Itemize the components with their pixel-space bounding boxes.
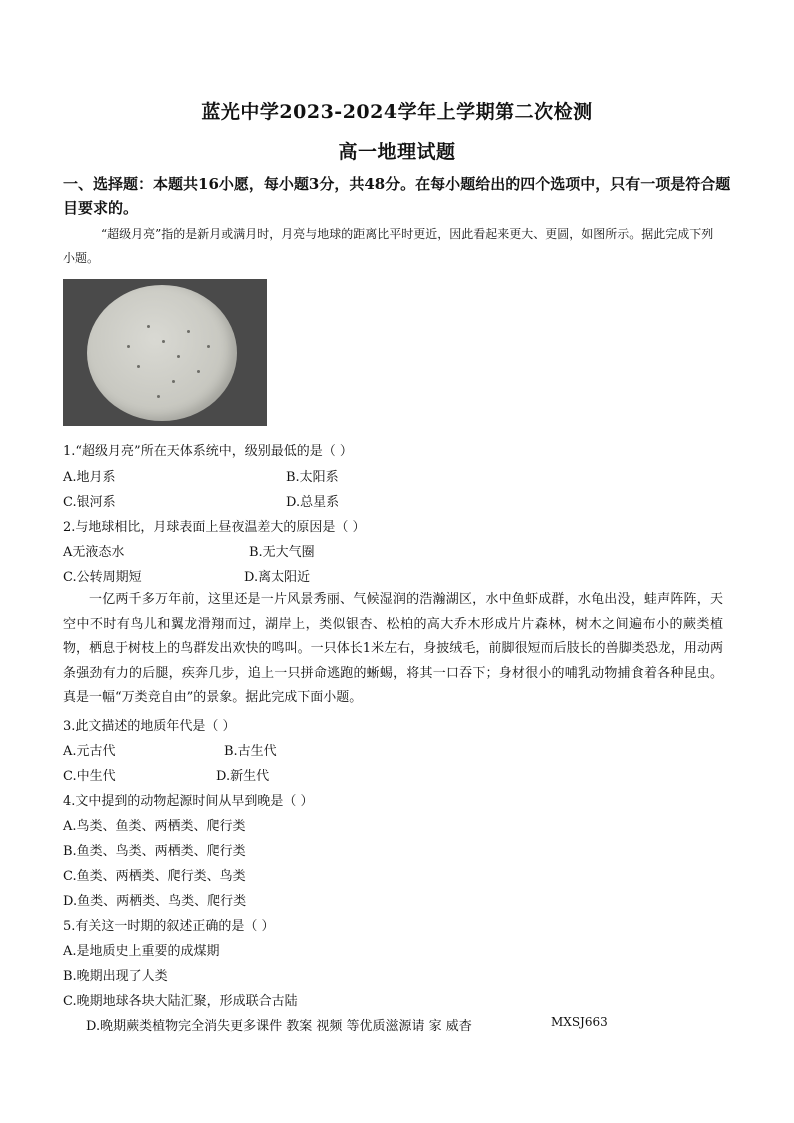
question-4-option-a[interactable]: A.鸟类、鱼类、两栖类、爬行类 — [63, 819, 246, 834]
question-4-stem: 4.文中提到的动物起源时间从早到晚是（ ） — [63, 794, 314, 809]
question-2-option-a[interactable]: A无液态水 — [63, 545, 125, 560]
question-4-option-d[interactable]: D.鱼类、两栖类、鸟类、爬行类 — [63, 894, 247, 909]
question-1-option-d[interactable]: D.总星系 — [286, 495, 340, 510]
document-code: MXSJ663 — [551, 1015, 608, 1029]
question-2-option-c[interactable]: C.公转周期短 — [63, 570, 142, 585]
section-heading: 一、选择题：本题共16小愿，每小题3分，共48分。在每小题给出的四个选项中，只有一项是符合题目要求的。 — [63, 175, 731, 217]
question-3-option-a[interactable]: A.元古代 — [63, 744, 116, 759]
question-3-option-b[interactable]: B.古生代 — [224, 744, 277, 759]
school-title: 蓝光中学2023-2024学年上学期第二次检测 — [201, 101, 593, 123]
moon-photo — [63, 279, 267, 426]
question-2-option-b[interactable]: B.无大气圈 — [249, 545, 315, 560]
question-2-option-d[interactable]: D.离太阳近 — [244, 570, 311, 585]
question-3-stem: 3.此文描述的地质年代是（ ） — [63, 719, 236, 734]
moon-icon — [87, 285, 237, 421]
question-5-option-c[interactable]: C.晚期地球各块大陆汇聚，形成联合古陆 — [63, 994, 298, 1009]
passage-dinosaur: 一亿两千多万年前，这里还是一片风景秀丽、气候湿润的浩瀚湖区，水中鱼虾成群，水龟出没，蛙声阵阵，天空中不时有鸟儿和翼龙滑翔而过，湖岸上，类似银杏、松柏的高大乔木形成片片森林，树木之间遍布小的蕨类植物，栖息于树枝上的鸟群发出欢快的鸣叫。一只体长1米左右，身披绒毛，前脚很短而后肢长的兽脚类恐龙，用动两条强劲有力的后腿，疾奔几步，追上一只拼命逃跑的蜥蜴，将其一口吞下；身材很小的哺乳动物捕食着各种昆虫。真是一幅“万类竞自由”的景象。据此完成下面小题。 — [63, 592, 723, 705]
question-1-option-b[interactable]: B.太阳系 — [286, 470, 339, 485]
question-5-option-d[interactable]: D.晚期蕨类植物完全消失更多课件 教案 视频 等优质滋源请 家 威杳 — [86, 1019, 472, 1034]
question-3-option-d[interactable]: D.新生代 — [216, 769, 270, 784]
question-5-option-b[interactable]: B.晚期出现了人类 — [63, 969, 168, 984]
question-2-stem: 2.与地球相比，月球表面上昼夜温差大的原因是（ ） — [63, 520, 366, 535]
question-3-option-c[interactable]: C.中生代 — [63, 769, 116, 784]
question-1-stem: 1.“超级月亮”所在天体系统中，级别最低的是（ ） — [63, 444, 353, 459]
question-4-option-c[interactable]: C.鱼类、两栖类、爬行类、鸟类 — [63, 869, 246, 884]
question-1-option-a[interactable]: A.地月系 — [63, 470, 116, 485]
passage-intro: “超级月亮”指的是新月或满月时，月亮与地球的距离比平时更近，因此看起来更大、更圆，如图所示。据此完成下列小题。 — [63, 227, 714, 265]
question-1-option-c[interactable]: C.银河系 — [63, 495, 116, 510]
question-5-option-a[interactable]: A.是地质史上重要的成煤期 — [63, 944, 220, 959]
question-5-stem: 5.有关这一时期的叙述正确的是（ ） — [63, 919, 275, 934]
subject-title: 高一地理试题 — [338, 141, 456, 163]
question-4-option-b[interactable]: B.鱼类、鸟类、两栖类、爬行类 — [63, 844, 246, 859]
